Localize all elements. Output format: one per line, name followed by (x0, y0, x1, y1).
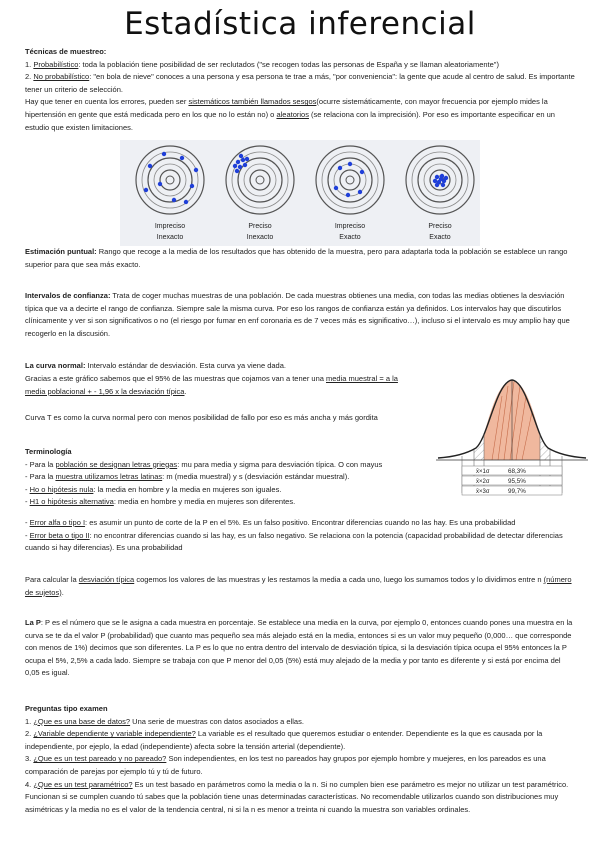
targets-svg (120, 140, 480, 222)
tecnicas-section (25, 46, 577, 134)
terminologia-item-5: - Error alfa o tipo I: es asumir un punto de corte de la P en el 5%. Es un falso positivo. Encontrar diferencias cuando no las hay. Es una probabilidad (25, 518, 516, 527)
target-2 (226, 146, 294, 214)
la-p-section: La P: P es el número que se le asigna a cada muestra en porcentaje. Se establece una media en la curva, por ejemplo 0, entonces cuando pones una muestra en la curva se te da el valor P (probabilidad) que cuanto mas pequeño sea más alejado está en la media, entonces si es un valor muy pequeño (0,000… que corresponde con menos de 1%) decimos que son diferentes. La P es lo que no entra dentro del intervalo de desviación típica, si la desviación típica ocupa el 95% entonces la P ocupa el 5%, 2,5% a cada lado. Siempre se trabaja con que P menor del 0,05 (5%) está muy alejado de la media y por tanto es diferente y si está por encima del 0,05 es igual. (25, 618, 573, 678)
desviacion-tipica: Para calcular la desviación típica cogemos los valores de las muestras y les restamos la media a cada uno, luego los sumamos todos y lo dividimos entre n (número de sujetos). (25, 575, 572, 597)
terminologia-heading: Terminología (25, 447, 72, 456)
terminologia-item-2: - Para la muestra utilizamos letras latinas: m (media muestral) y s (desviación estándar muestral). (25, 472, 350, 482)
preguntas-heading: Preguntas tipo examen (25, 704, 108, 713)
terminologia-section (25, 446, 420, 509)
tecnicas-item-1: 1. Probabilístico: toda la población tiene posibilidad de ser reclutados ("se recogen todas las personas de España y se llaman aleatoriamente") (25, 59, 499, 69)
normal-curve-svg (432, 360, 592, 510)
legend-pct-2: 95,5% (508, 478, 526, 485)
legend-pct-3: 99,7% (508, 488, 526, 495)
terminologia-item-1: - Para la población se designan letras griegas: mu para media y sigma para desviación típica. O con mayus (25, 459, 383, 469)
pregunta-2: 2. ¿Variable dependiente y variable independiente? La variable es el resultado que queremos estudiar o entender. Dependiente es la que es causada por la independiente, por ejeplo, la edad (independiente) afecta sobre la tensión arterial (dependiente). (25, 729, 543, 751)
tecnicas-item-2: 2. No probabilístico: "en bola de nieve" conoces a una persona y esa persona te trae a más, "por conveniencia": la gente que acude al centro de salud. Es importante tener un criterio de selección. (25, 72, 575, 94)
target-label-2: Preciso Inexacto (246, 223, 274, 241)
tecnicas-errores: Hay que tener en cuenta los errores, pueden ser sistemáticos también llamados sesgos(ocurre sistemáticamente, con mayor frecuencia por ejemplo mides la hipertensión en gente que está medicada pero en los que no lo están no) o aleatorios (se relaciona con la imprecisión). Por eso es importante especificar en un estudio que existen limitaciones. (25, 97, 555, 132)
target-label-3: Impreciso Exacto (334, 223, 366, 241)
curva-normal-text: Gracias a este gráfico sabemos que el 95% de las muestras que cojamos van a tener una media muestral = a la media poblacional + - 1,96 x la desviación típica. (25, 374, 398, 396)
curva-t-text: Curva T es como la curva normal pero con menos posibilidad de fallo por eso es más ancha y más gordita (25, 413, 378, 422)
terminologia-item-3: - Ho o hipótesis nula: la media en hombre y la media en mujeres son iguales. (25, 484, 282, 494)
legend-pct-1: 68,3% (508, 468, 526, 475)
pregunta-4: 4. ¿Que es un test paramétrico? Es un test basado en parámetros como la media o la n. Si no cumplen bien ese parámetro es mejor no utilizar un test paramétrico. Funcionan si se cumplen cuando tú sabes que la población tiene unas determinadas características. No recomendable utilizarlos cuando son distribuciones muy asimétricas y la media no es el valor de la tendencia central, ni si la n es menor a treinta ni cuando la muestra son variables ordinales. (25, 779, 569, 814)
terminologia-errors (25, 517, 577, 555)
terminologia-item-6: - Error beta o tipo II: no encontrar diferencias cuando si las hay, es un falso negativo. Se relaciona con la potencia (capacidad probabilidad de detectar diferencias cuando si hay diferencias). Es una probabilidad (25, 530, 563, 553)
legend-sigma-2: x̄×2σ (476, 479, 490, 485)
legend-sigma-1: x̄×1σ (476, 469, 490, 475)
target-3 (316, 146, 384, 214)
terminologia-item-4: - H1 o hipótesis alternativa: media en hombre y media en mujeres son diferentes. (25, 497, 296, 507)
legend-sigma-3: x̄×3σ (476, 489, 490, 495)
precision-targets-figure (120, 140, 480, 246)
estimacion-puntual: Estimación puntual: Rango que recoge a la media de los resultados que has obtenido de la muestra, pero para adaptarla toda la población se establece un rango superior para que sea más exacto. (25, 247, 568, 269)
target-1 (136, 146, 204, 214)
target-4 (406, 146, 474, 214)
intervalos-confianza: Intervalos de confianza: Trata de coger muchas muestras de una población. De cada muestras obtienes una media, con todas las medias obtienes la desviación típica que va a decirte el rango de confianza. Siempre sale la misma curva. Por eso los rangos de confianza están ya definidos. Los intervalos hay que discutirlos clínicamente y ver si son significativos o no (el riesgo por fumar en enf coronaria es de 7 veces más es significativo…), incluso si el intervalo es muy amplio hay que recogerlo en la discusión. (25, 291, 570, 338)
target-label-4: Preciso Exacto (428, 223, 452, 241)
pregunta-3: 3. ¿Que es un test pareado y no pareado? Son independientes, en los test no pareados hay grupos por ejemplo hombre y muejeres, en los pareados es una comparación de parejas por ejemplo tú y tú de futuro. (25, 754, 546, 776)
preguntas-section (25, 703, 577, 816)
pregunta-1: 1. ¿Que es una base de datos? Una serie de muestras con datos asociados a ellas. (25, 716, 304, 726)
target-label-1: Impreciso Inexacto (154, 223, 186, 241)
normal-curve-figure (432, 360, 592, 510)
tecnicas-heading: Técnicas de muestreo: (25, 47, 107, 56)
curva-normal-heading-line: La curva normal: Intervalo estándar de desviación. Esta curva ya viene dada. (25, 361, 286, 370)
page-title: Estadística inferencial (124, 6, 476, 42)
